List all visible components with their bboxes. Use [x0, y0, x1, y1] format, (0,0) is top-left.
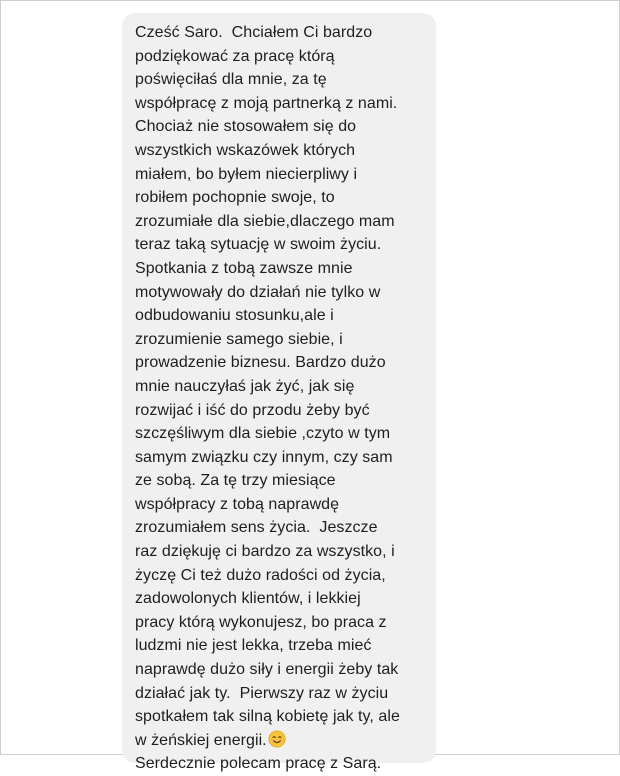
- message-line-14: zrozumienie samego siebie, i: [135, 330, 343, 348]
- message-line-8: robiłem pochopnie swoje, to: [135, 189, 335, 207]
- message-line-11: Spotkania z tobą zawsze mnie: [135, 259, 353, 277]
- message-line-16: mnie nauczyłaś jak żyć, jak się: [135, 377, 355, 395]
- message-line-3: poświęciłaś dla mnie, za tę: [135, 71, 327, 89]
- message-line-5: Chociaż nie stosowałem się do: [135, 118, 357, 136]
- message-line-17: rozwijać i iść do przodu żeby być: [135, 401, 370, 419]
- message-line-32: Serdecznie polecam pracę z Sarą.: [135, 755, 382, 773]
- message-bubble: [122, 13, 436, 773]
- message-line-31-text: w żeńskiej energii.: [135, 731, 267, 749]
- message-line-4: współpracę z moją partnerką z nami.: [135, 94, 398, 112]
- smiling-face-emoji-icon: [268, 730, 286, 748]
- message-line-25: zadowolonych klientów, i lekkiej: [135, 590, 361, 608]
- message-line-9: zrozumiałe dla siebie,dlaczego mam: [135, 212, 395, 230]
- message-line-18: szczęśliwym dla siebie ,czyto w tym: [135, 425, 391, 443]
- message-line-31: [135, 729, 426, 753]
- message-line-24: życzę Ci też dużo radości od życia,: [135, 566, 386, 584]
- message-line-19: samym związku czy innym, czy sam: [135, 448, 393, 466]
- message-line-20: ze sobą. Za tę trzy miesiące: [135, 472, 336, 490]
- message-line-7: miałem, bo byłem niecierpliwy i: [135, 165, 358, 183]
- message-line-10: teraz taką sytuację w swoim życiu.: [135, 236, 382, 254]
- message-line-22: zrozumiałem sens życia. Jeszcze: [135, 519, 378, 537]
- message-line-13: odbudowaniu stosunku,ale i: [135, 307, 334, 325]
- message-line-12: motywowały do działań nie tylko w: [135, 283, 381, 301]
- message-line-2: podziękować za pracę którą: [135, 47, 335, 65]
- message-line-27: ludzmi nie jest lekka, trzeba mieć: [135, 637, 372, 655]
- message-line-29: działać jak ty. Pierwszy raz w życiu: [135, 684, 389, 702]
- message-line-1: Cześć Saro. Chciałem Ci bardzo: [135, 24, 373, 41]
- message-line-30: spotkałem tak silną kobietę jak ty, ale: [135, 708, 400, 726]
- message-line-28: naprawdę dużo siły i energii żeby tak: [135, 661, 399, 679]
- message-line-26: pracy którą wykonujesz, bo praca z: [135, 613, 387, 631]
- message-line-6: wszystkich wskazówek których: [135, 141, 356, 159]
- message-line-21: współpracy z tobą naprawdę: [135, 495, 340, 513]
- message-line-23: raz dziękuję ci bardzo za wszystko, i: [135, 543, 395, 561]
- message-line-15: prowadzenie biznesu. Bardzo dużo: [135, 354, 386, 372]
